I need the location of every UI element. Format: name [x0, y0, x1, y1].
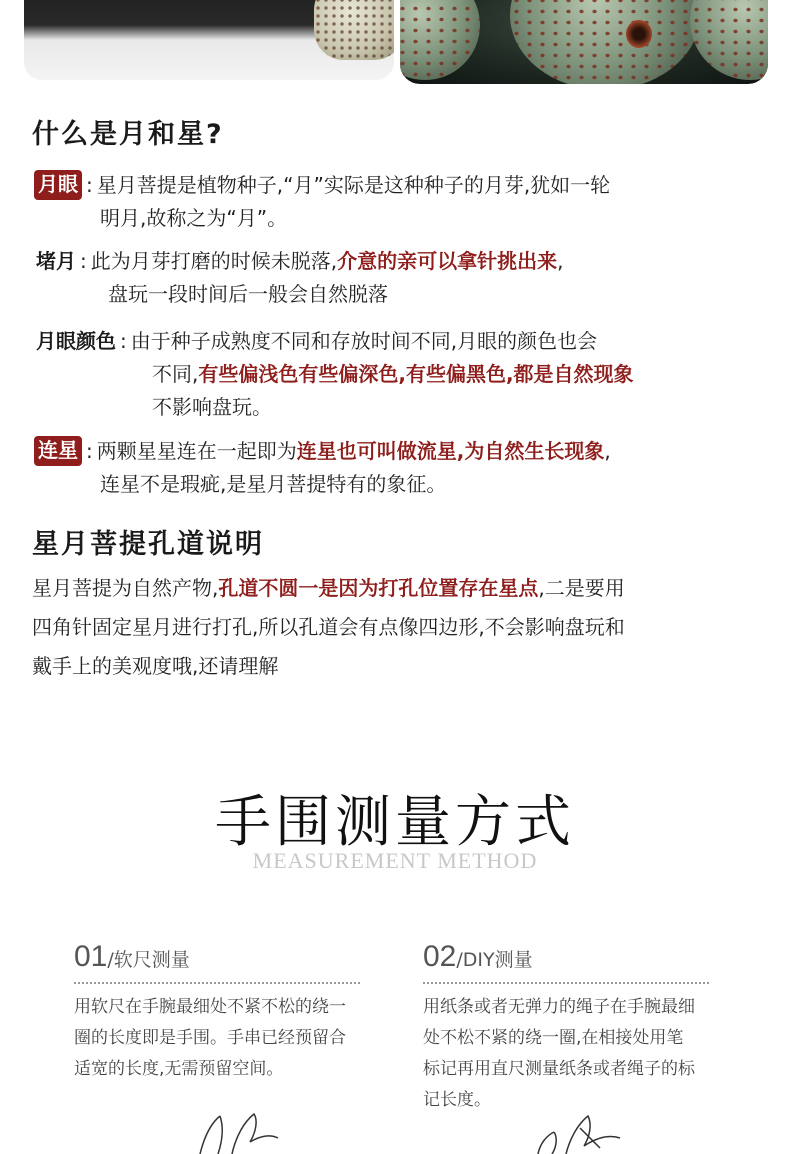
product-photos	[0, 0, 790, 88]
item-lianxing-line2: 连星不是瑕疵,是星月菩提特有的象征。	[100, 472, 447, 496]
desc-line: 圈的长度即是手围。手串已经预留合	[74, 1028, 346, 1048]
method-number: 02	[423, 940, 457, 973]
hand-sketch-icon	[180, 1108, 290, 1154]
item-yueyan-color: 月眼颜色 : 由于种子成熟度不同和存放时间不同,月眼的颜色也会 不同,有些偏浅色有些偏深色,有些偏黑色,都是自然现象 不影响盘玩。	[36, 325, 776, 425]
item-color-line2-text: 不同,	[152, 362, 199, 386]
item-lianxing-tail: ,	[604, 439, 611, 463]
hole-line1-tail: ,二是要用	[538, 576, 625, 600]
hole-highlight: 孔道不圆一是因为打孔位置存在星点	[218, 576, 539, 600]
desc-line: 记长度。	[423, 1090, 491, 1110]
measurement-subtitle: MEASUREMENT METHOD	[252, 848, 538, 873]
hole-line3: 戴手上的美观度哦,还请理解	[32, 654, 279, 678]
item-yueyan-line2: 明月,故称之为“月”。	[100, 206, 288, 230]
item-duyue-highlight: 介意的亲可以拿针挑出来	[337, 249, 558, 273]
method-number: 01	[74, 940, 108, 973]
method-description	[74, 992, 374, 1085]
section-title-hole: 星月菩提孔道说明	[32, 529, 264, 560]
tag-yueyan: 月眼	[34, 170, 82, 200]
hole-line2: 四角针固定星月进行打孔,所以孔道会有点像四边形,不会影响盘玩和	[32, 615, 625, 639]
desc-line: 处不松不紧的绕一圈,在相接处用笔	[423, 1028, 684, 1048]
label-duyue: 堵月	[36, 249, 76, 273]
method-soft-ruler	[74, 940, 374, 1085]
item-yueyan-line1: 星月菩提是植物种子,“月”实际是这种种子的月芽,犹如一轮	[96, 173, 611, 197]
tag-lianxing: 连星	[34, 436, 82, 466]
item-duyue-line2: 盘玩一段时间后一般会自然脱落	[108, 282, 388, 306]
item-lianxing-text: 两颗星星连在一起即为	[96, 439, 297, 463]
hole-line1	[32, 572, 625, 601]
method-diy	[423, 940, 723, 1116]
desc-line: 用软尺在手腕最细处不紧不松的绕一	[74, 997, 346, 1017]
item-duyue: 堵月 : 此为月芽打磨的时候未脱落,介意的亲可以拿针挑出来, 盘玩一段时间后一般会自然脱落	[36, 245, 776, 315]
hole-line1-text: 星月菩提为自然产物,	[32, 576, 219, 600]
photo-bead-closeup	[400, 0, 768, 84]
dotted-divider	[74, 982, 360, 984]
desc-line: 适宽的长度,无需预留空间。	[74, 1059, 284, 1079]
dotted-divider	[423, 982, 709, 984]
item-color-line3: 不影响盘玩。	[152, 395, 272, 419]
section-title-moon-star: 什么是月和星?	[32, 119, 224, 150]
item-color-highlight: 有些偏浅色有些偏深色,有些偏黑色,都是自然现象	[198, 362, 634, 386]
item-duyue-tail: ,	[557, 249, 564, 273]
item-yueyan: 月眼 : 星月菩提是植物种子,“月”实际是这种种子的月芽,犹如一轮 明月,故称之为“月”。	[36, 169, 776, 239]
item-lianxing: 连星 : 两颗星星连在一起即为连星也可叫做流星,为自然生长现象, 连星不是瑕疵,是星月菩提特有的象征。	[36, 435, 776, 505]
hand-sketch-icon	[520, 1108, 640, 1154]
photo-bead-left	[24, 0, 394, 80]
desc-line: 用纸条或者无弹力的绳子在手腕最细	[423, 997, 695, 1017]
desc-line: 标记再用直尺测量纸条或者绳子的标	[423, 1059, 695, 1079]
method-name: /软尺测量	[107, 949, 190, 971]
label-yueyan-color: 月眼颜色	[36, 329, 116, 353]
item-lianxing-highlight: 连星也可叫做流星,为自然生长现象	[296, 439, 605, 463]
item-color-line1: 由于种子成熟度不同和存放时间不同,月眼的颜色也会	[130, 329, 598, 353]
method-description	[423, 992, 723, 1116]
method-name: /DIY测量	[456, 949, 533, 971]
measurement-title: 手围测量方式	[215, 790, 575, 855]
item-duyue-text: 此为月芽打磨的时候未脱落,	[90, 249, 338, 273]
